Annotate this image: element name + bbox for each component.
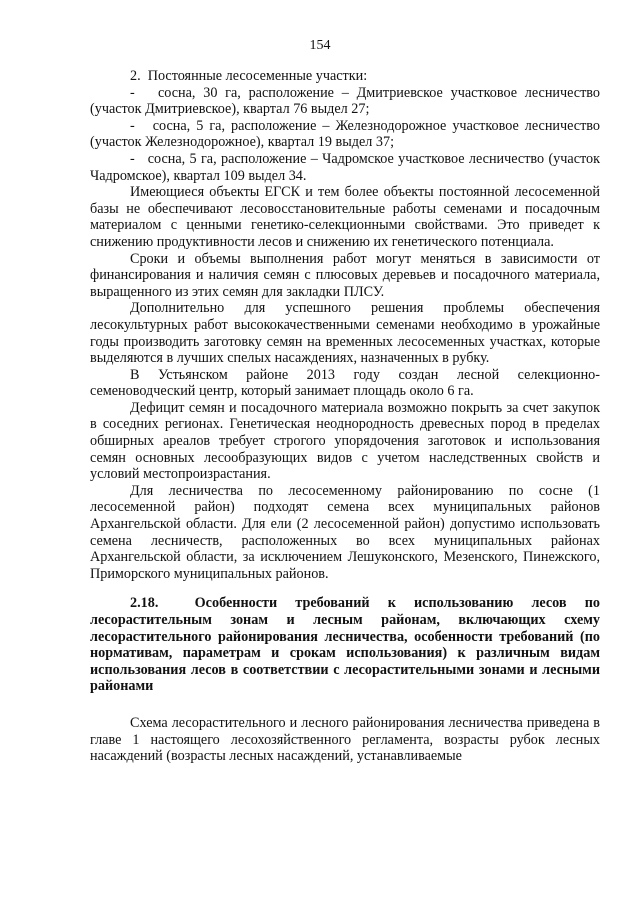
section-heading: 2.18. Особенности требований к использованию лесов по лесорастительным зонам и лесным районам, включающих схему лесорастительного районирования лесничества, особенности требований (по нормативам, параметрам и срокам использования) к различным видам использования лесов в соответствии с лесорастительными зонами и лесными районами	[90, 595, 600, 695]
paragraph: Дополнительно для успешного решения проблемы обеспечения лесокультурных работ высококачественными семенами необходимо в урожайные годы производить заготовку семян на временных лесосеменных участках, которые выделяются в лучших спелых насаждениях, назначенных в рубку.	[90, 300, 600, 367]
paragraph: Дефицит семян и посадочного материала возможно покрыть за счет закупок в соседних регионах. Генетическая неоднородность древесных пород в пределах обширных ареалов требует строгого упорядочения заготовок и использования семян основных лесообразующих видов с учетом наследственных свойств и условий местопроизрастания.	[90, 399, 600, 483]
list-heading: 2. Постоянные лесосеменные участки:	[130, 68, 368, 84]
page-number: 154	[309, 38, 331, 53]
list-item: - сосна, 30 га, расположение – Дмитриевское участковое лесничество (участок Дмитриевское), квартал 76 выдел 27;	[90, 84, 600, 118]
paragraph: Имеющиеся объекты ЕГСК и тем более объекты постоянной лесосеменной базы не обеспечивают лесовосстановительные работы семенами и посадочным материалом с ценными генетико-селекционными свойствами. Это приведет к снижению продуктивности лесов и снижению их генетического потенциала.	[90, 184, 600, 250]
paragraph: Сроки и объемы выполнения работ могут меняться в зависимости от финансирования и наличия семян с плюсовых деревьев и посадочного материала, выращенного из этих семян для закладки ПЛСУ.	[90, 250, 600, 300]
list-item: - сосна, 5 га, расположение – Железнодорожное участковое лесничество (участок Железнодорожное), квартал 19 выдел 37;	[90, 117, 600, 151]
document-body	[90, 68, 600, 765]
spacer	[90, 695, 600, 715]
list-item: - сосна, 5 га, расположение – Чадромское участковое лесничество (участок Чадромское), квартал 109 выдел 34.	[90, 150, 600, 184]
paragraph: Для лесничества по лесосеменному районированию по сосне (1 лесосеменной район) подходят семена всех муниципальных районов Архангельской области. Для ели (2 лесосеменной район) допустимо использовать семена лесничеств, расположенных во всех муниципальных районах Архангельской области, за исключением Лешуконского, Мезенского, Пинежского, Приморского муниципальных районов.	[90, 482, 600, 582]
paragraph: Схема лесорастительного и лесного районирования лесничества приведена в главе 1 настоящего лесохозяйственного регламента, возрасты рубок лесных насаждений (возрасты лесных насаждений, устанавливаемые	[90, 714, 600, 765]
paragraph: В Устьянском районе 2013 году создан лесной селекционно-семеноводческий центр, который занимает площадь около 6 га.	[90, 366, 600, 400]
